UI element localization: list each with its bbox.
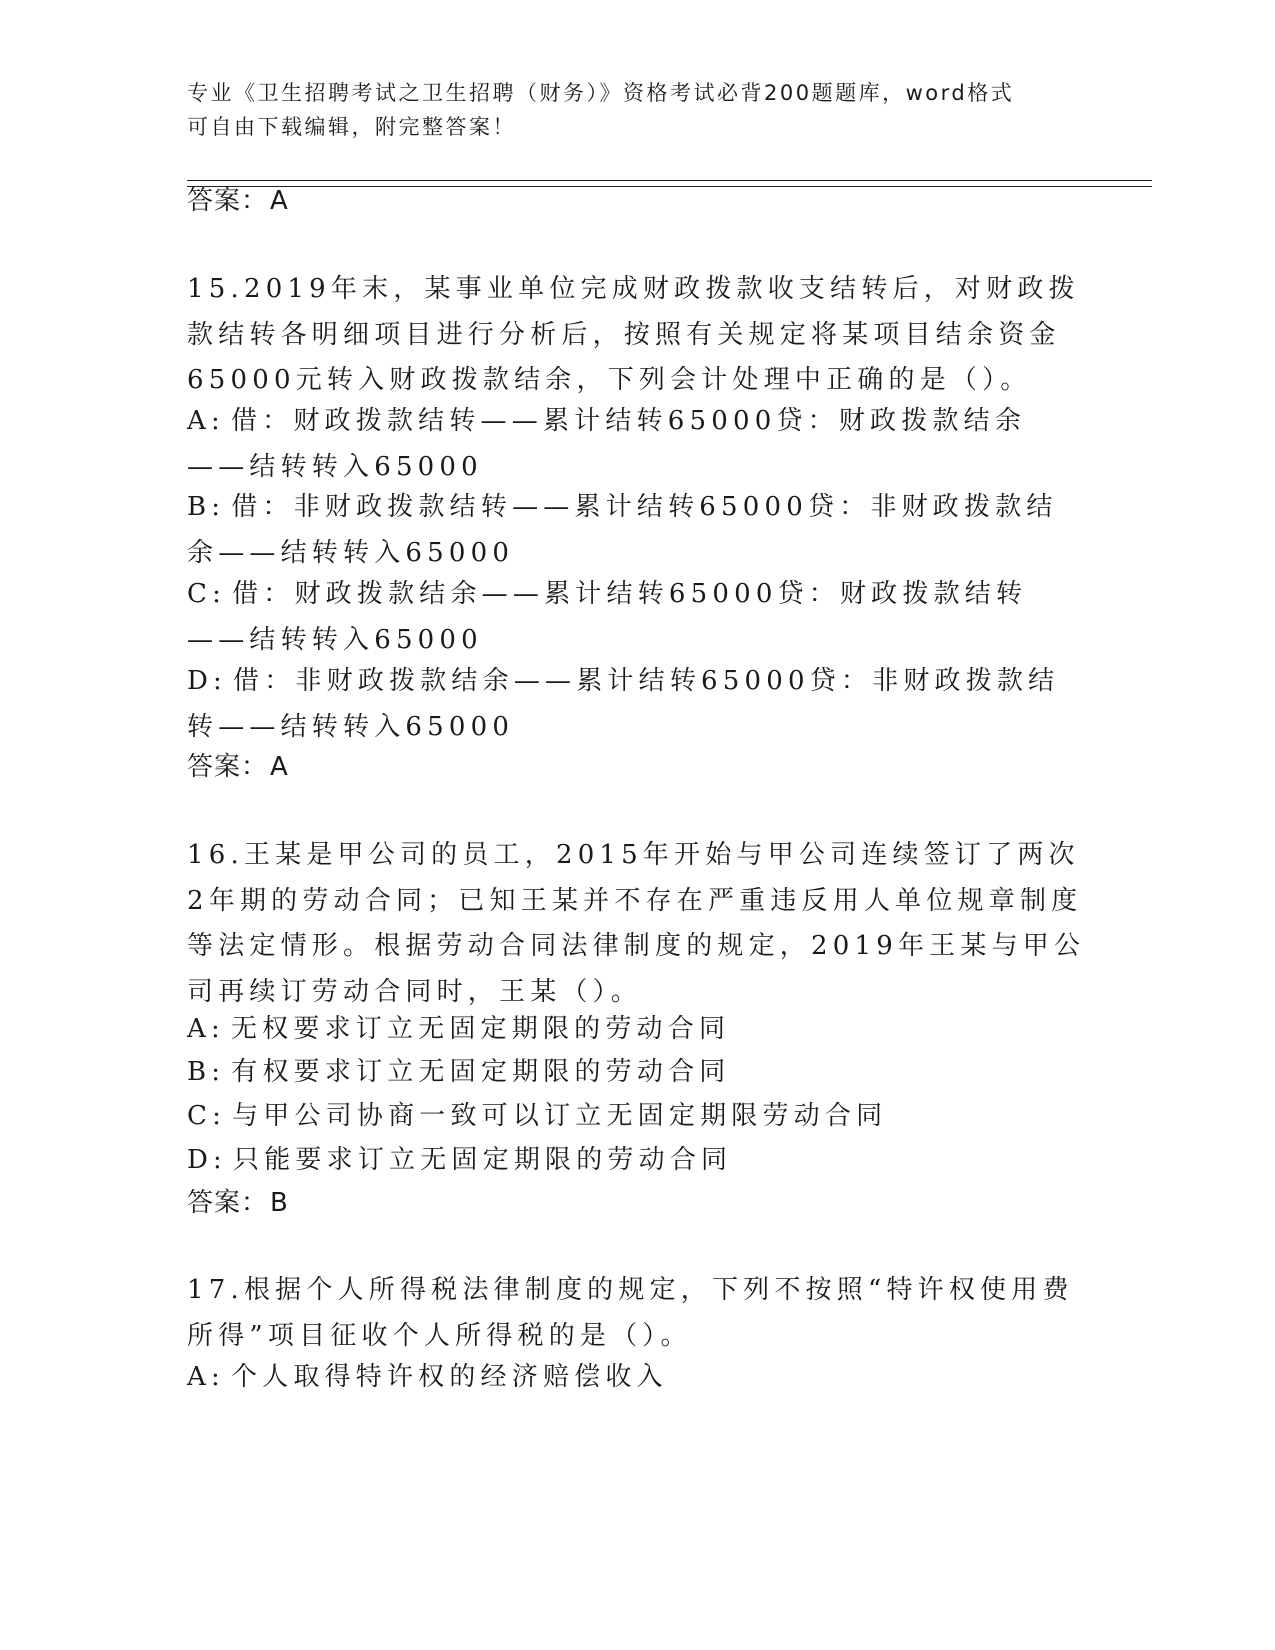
option-16-a [187, 1007, 1087, 1053]
answer-15 [187, 749, 289, 785]
option-letter: B: [187, 492, 226, 522]
header-line-1: 专业《卫生招聘考试之卫生招聘（财务）》资格考试必背200题题库，word格式 [187, 81, 1015, 105]
question-number: 15. [187, 274, 244, 304]
answer-16 [187, 1185, 289, 1221]
option-text: 借：非财政拨款结余——累计结转65000贷：非财政拨款结转——结转转入65000 [187, 666, 1060, 742]
question-text: 2019年末，某事业单位完成财政拨款收支结转后，对财政拨款结转各明细项目进行分析后，按照有关规定将某项目结余资金65000元转入财政拨款结余，下列会计处理中正确的是（）。 [187, 274, 1080, 395]
option-text: 借：非财政拨款结转——累计结转65000贷：非财政拨款结余——结转转入65000 [187, 492, 1058, 568]
option-16-d [187, 1138, 1087, 1184]
option-15-b [187, 485, 1087, 576]
question-number: 16. [187, 840, 244, 870]
option-letter: D: [187, 1145, 228, 1175]
option-letter: C: [187, 1101, 227, 1131]
option-16-c [187, 1094, 1087, 1140]
option-text: 无权要求订立无固定期限的劳动合同 [230, 1014, 731, 1044]
question-text: 王某是甲公司的员工，2015年开始与甲公司连续签订了两次2年期的劳动合同；已知王某并不存在严重违反用人单位规章制度等法定情形。根据劳动合同法律制度的规定，2019年王某与甲公司再续订劳动合同时，王某（）。 [187, 840, 1086, 1007]
option-letter: B: [187, 1057, 226, 1087]
option-15-a [187, 399, 1087, 490]
header-rule-top [187, 180, 1152, 181]
header-line-2: 可自由下载编辑，附完整答案！ [187, 115, 516, 139]
option-letter: A: [187, 1362, 225, 1392]
answer-value: B [270, 1188, 289, 1218]
option-17-a [187, 1355, 1087, 1401]
answer-line [187, 183, 289, 219]
answer-label: 答案： [187, 1188, 269, 1218]
question-16 [187, 833, 1087, 1015]
answer-label: 答案： [187, 752, 269, 782]
option-letter: C: [187, 579, 227, 609]
option-letter: D: [187, 666, 228, 696]
option-text: 有权要求订立无固定期限的劳动合同 [231, 1057, 731, 1087]
answer-value: A [270, 752, 289, 782]
option-15-c [187, 572, 1087, 663]
answer-label: 答案： [187, 186, 269, 216]
answer-value: A [270, 186, 289, 216]
question-number: 17. [187, 1275, 244, 1305]
question-15 [187, 267, 1087, 404]
option-text: 只能要求订立无固定期限的劳动合同 [233, 1145, 733, 1175]
option-text: 借：财政拨款结转——累计结转65000贷：财政拨款结余——结转转入65000 [187, 406, 1027, 482]
question-text: 根据个人所得税法律制度的规定，下列不按照“特许权使用费所得”项目征收个人所得税的是（）。 [187, 1275, 1074, 1351]
header-rule-bottom [187, 186, 1152, 187]
option-letter: A: [187, 406, 225, 436]
question-17 [187, 1268, 1087, 1359]
option-letter: A: [187, 1014, 225, 1044]
option-text: 与甲公司协商一致可以订立无固定期限劳动合同 [232, 1101, 888, 1131]
document-header [187, 76, 1087, 144]
option-text: 借：财政拨款结余——累计结转65000贷：财政拨款结转——结转转入65000 [187, 579, 1028, 655]
option-15-d [187, 659, 1087, 750]
option-text: 个人取得特许权的经济赔偿收入 [230, 1362, 668, 1392]
option-16-b [187, 1050, 1087, 1096]
